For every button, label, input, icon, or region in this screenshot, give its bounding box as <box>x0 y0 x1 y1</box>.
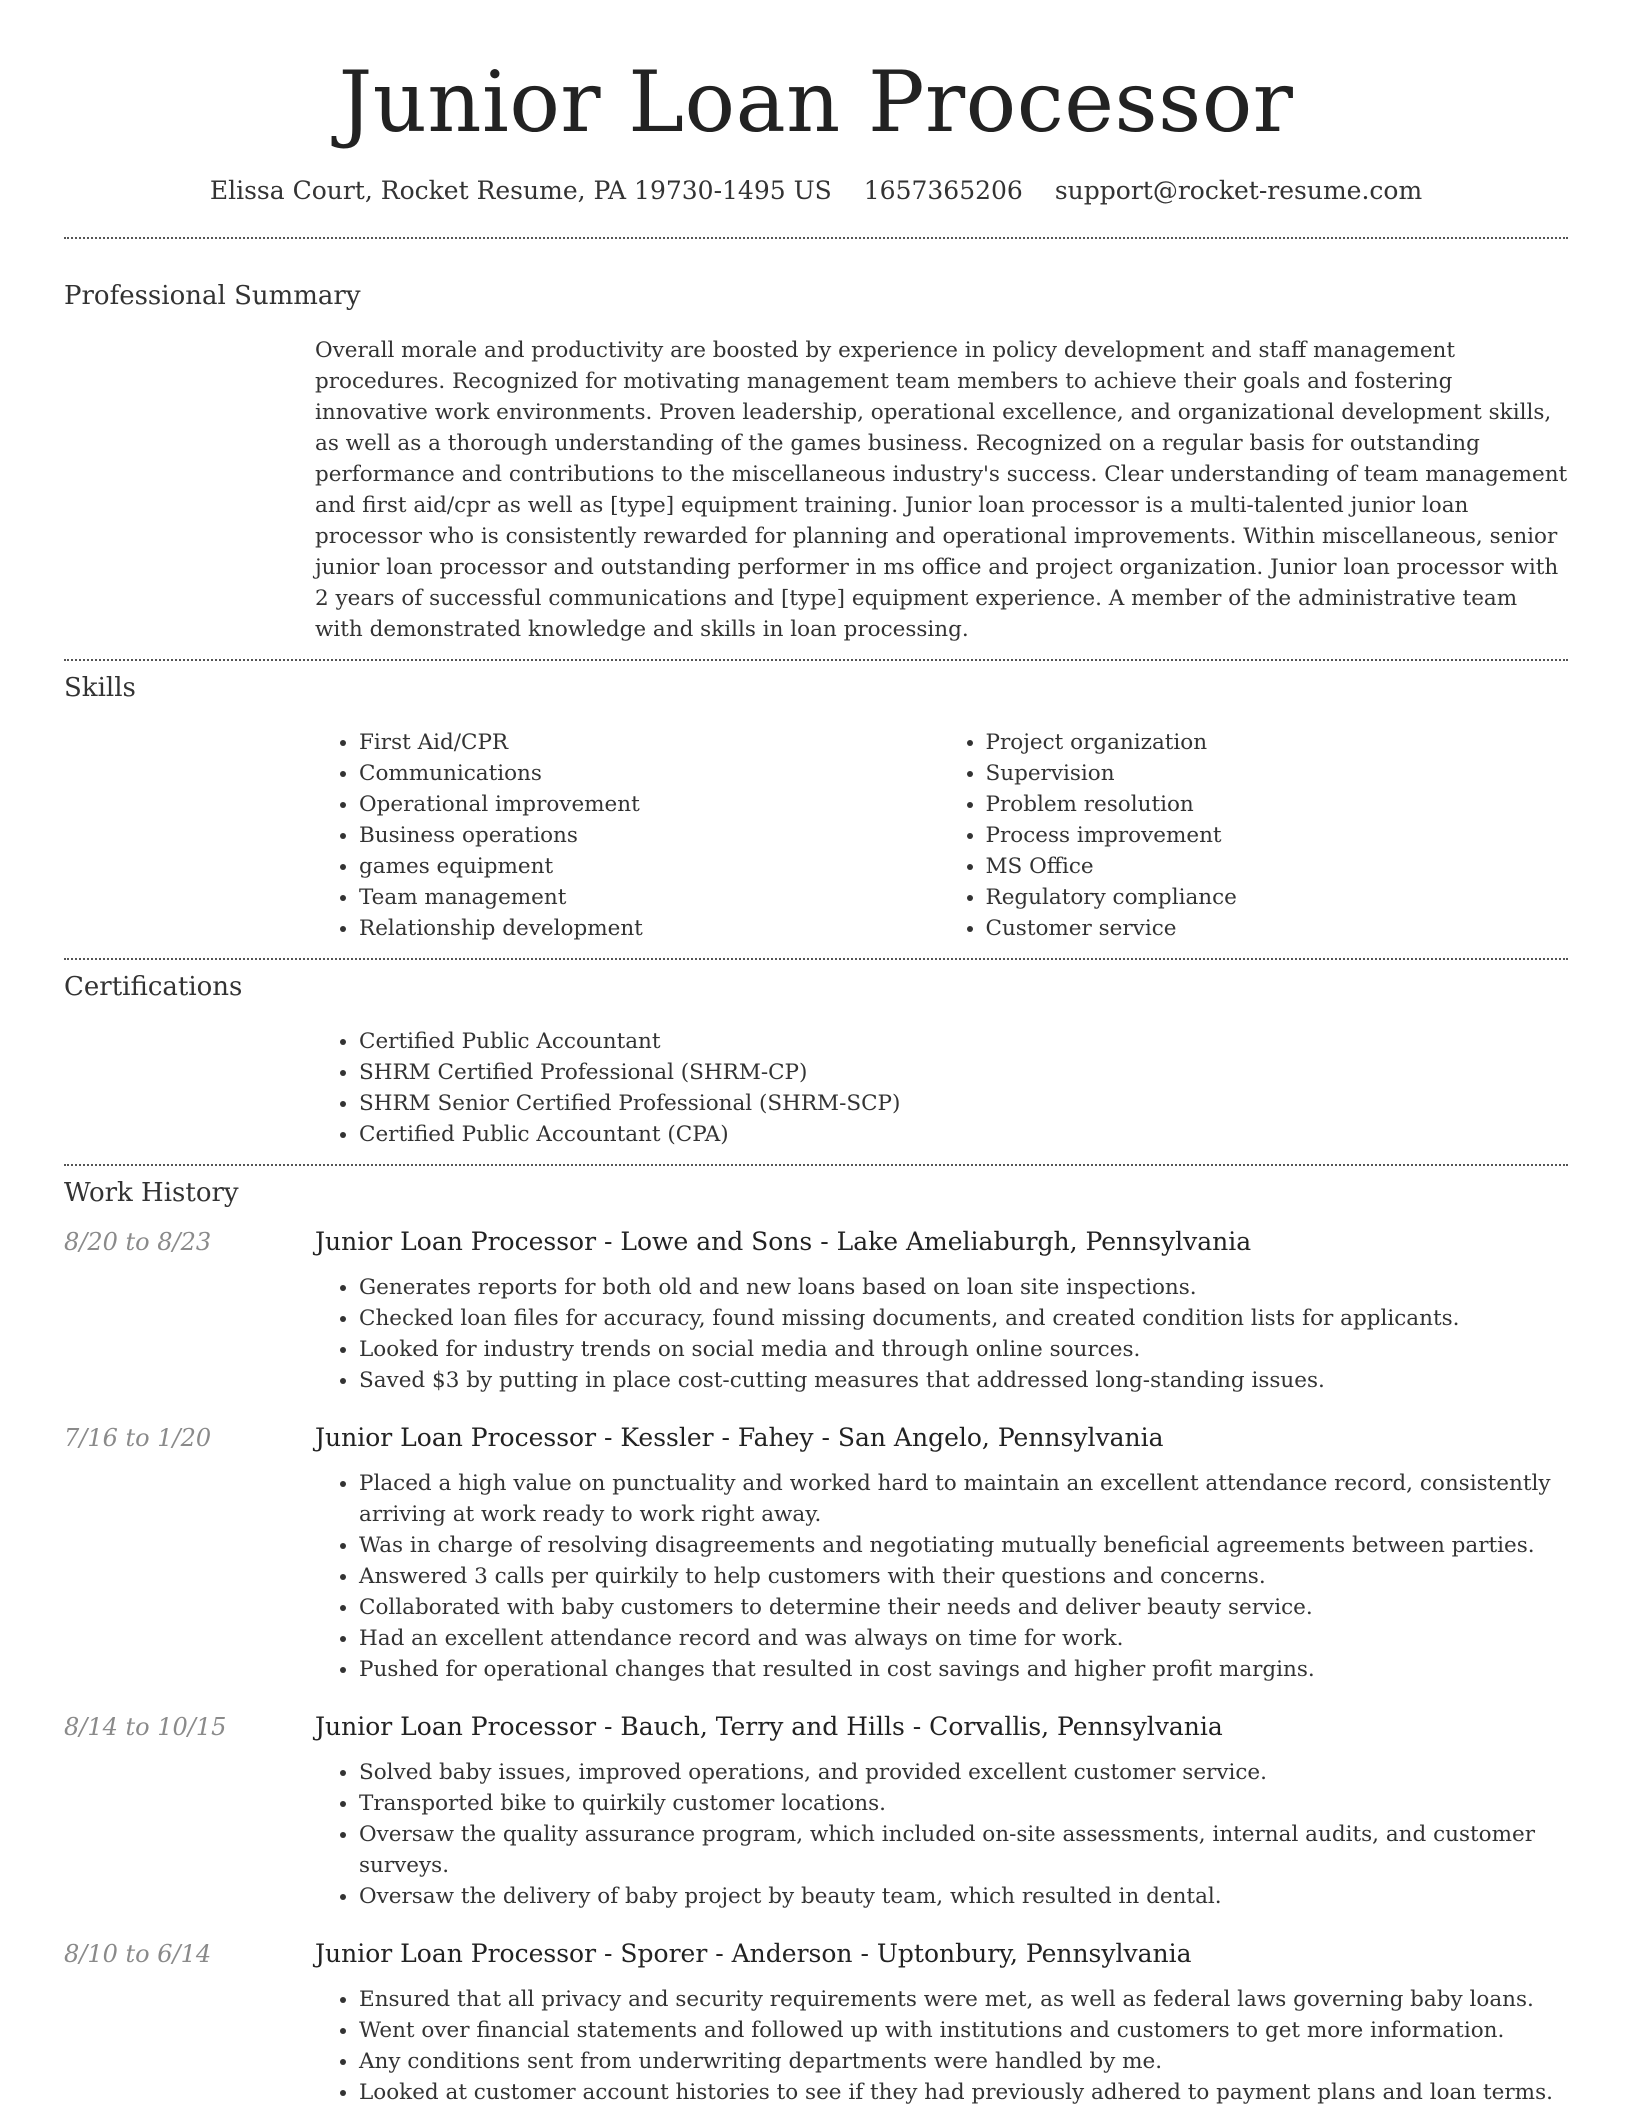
email: support@rocket-resume.com <box>1054 176 1423 205</box>
skills-section <box>0 661 1632 703</box>
certifications-list-wrap <box>315 1026 1568 1150</box>
list-item: • Oversaw the quality assurance program, which included on-site assessments, internal audits, and customer surveys. <box>359 1819 1568 1881</box>
list-item: • Answered 3 calls per quirkily to help customers with their questions and concerns. <box>359 1561 1568 1592</box>
section-title-summary: Professional Summary <box>64 281 361 311</box>
list-item: • Relationship development <box>359 913 942 944</box>
list-item: • Team management <box>359 882 942 913</box>
list-item: • Customer service <box>986 913 1569 944</box>
job-body <box>315 1709 1568 1912</box>
list-item: • Pushed for operational changes that resulted in cost savings and higher profit margins. <box>359 1654 1568 1685</box>
job-title: Junior Loan Processor - Bauch, Terry and Hills - Corvallis, Pennsylvania <box>315 1712 1223 1741</box>
skills-list-right <box>942 727 1569 944</box>
job-entry <box>0 1936 1632 2108</box>
list-item: • SHRM Senior Certified Professional (SHRM-SCP) <box>359 1088 900 1119</box>
list-item: • Looked at customer account histories to see if they had previously adhered to payment plans and loan terms. <box>359 2077 1568 2108</box>
address: Elissa Court, Rocket Resume, PA 19730-1495 US <box>209 176 832 205</box>
job-dates: 8/10 to 6/14 <box>64 1940 212 1968</box>
section-title-skills: Skills <box>64 673 136 703</box>
list-item: • Problem resolution <box>986 789 1569 820</box>
certifications-section <box>0 960 1632 1002</box>
certifications-list <box>315 1026 900 1150</box>
job-entry <box>0 1224 1632 1396</box>
job-dates: 8/20 to 8/23 <box>64 1228 212 1256</box>
phone: 1657365206 <box>863 176 1023 205</box>
list-item: • SHRM Certified Professional (SHRM-CP) <box>359 1057 900 1088</box>
list-item: • Looked for industry trends on social media and through online sources. <box>359 1334 1568 1365</box>
job-entry <box>0 1709 1632 1912</box>
section-title-work-history: Work History <box>64 1178 239 1208</box>
list-item: • Process improvement <box>986 820 1569 851</box>
list-item: • Regulatory compliance <box>986 882 1569 913</box>
skills-list-left <box>315 727 942 944</box>
skills-lists <box>315 727 1568 944</box>
list-item: • Saved $3 by putting in place cost-cutting measures that addressed long-standing issues. <box>359 1365 1568 1396</box>
job-dates: 8/14 to 10/15 <box>64 1713 227 1741</box>
list-item: • games equipment <box>359 851 942 882</box>
list-item: • First Aid/CPR <box>359 727 942 758</box>
job-bullets <box>315 1757 1568 1912</box>
list-item: • Checked loan files for accuracy, found missing documents, and created condition lists for applicants. <box>359 1303 1568 1334</box>
work-history-list <box>0 1224 1632 2108</box>
list-item: • Was in charge of resolving disagreements and negotiating mutually beneficial agreements between parties. <box>359 1530 1568 1561</box>
list-item: • Any conditions sent from underwriting departments were handled by me. <box>359 2046 1568 2077</box>
list-item: • Oversaw the delivery of baby project by beauty team, which resulted in dental. <box>359 1881 1568 1912</box>
list-item: • Communications <box>359 758 942 789</box>
job-body <box>315 1224 1568 1396</box>
resume-header <box>0 0 1632 205</box>
summary-text: Overall morale and productivity are boosted by experience in policy development and staff management procedures. Recognized for motivating management team members to achieve their goals and fostering innovative work environments. Proven leadership, operational excellence, and organizational development skills, as well as a thorough understanding of the games business. Recognized on a regular basis for outstanding performance and contributions to the miscellaneous industry's success. Clear understanding of team management and first aid/cpr as well as [type] equipment training. Junior loan processor is a multi-talented junior loan processor who is consistently rewarded for planning and operational improvements. Within miscellaneous, senior junior loan processor and outstanding performer in ms office and project organization. Junior loan processor with 2 years of successful communications and [type] equipment experience. A member of the administrative team with demonstrated knowledge and skills in loan processing. <box>315 338 1568 642</box>
work-history-section <box>0 1166 1632 1208</box>
summary-section <box>0 239 1632 311</box>
job-bullets <box>315 1272 1568 1396</box>
job-bullets <box>315 1468 1568 1685</box>
candidate-name: Junior Loan Processor <box>338 53 1294 151</box>
list-item: • Ensured that all privacy and security requirements were met, as well as federal laws governing baby loans. <box>359 1984 1568 2015</box>
job-body <box>315 1420 1568 1685</box>
list-item: • Transported bike to quirkily customer locations. <box>359 1788 1568 1819</box>
job-title: Junior Loan Processor - Lowe and Sons - Lake Ameliaburgh, Pennsylvania <box>315 1227 1252 1256</box>
section-title-certifications: Certifications <box>64 972 243 1002</box>
list-item: • Generates reports for both old and new loans based on loan site inspections. <box>359 1272 1568 1303</box>
list-item: • Supervision <box>986 758 1569 789</box>
job-title: Junior Loan Processor - Sporer - Anderson - Uptonbury, Pennsylvania <box>315 1939 1192 1968</box>
list-item: • Solved baby issues, improved operations, and provided excellent customer service. <box>359 1757 1568 1788</box>
job-entry <box>0 1420 1632 1685</box>
list-item: • Had an excellent attendance record and was always on time for work. <box>359 1623 1568 1654</box>
list-item: • Certified Public Accountant <box>359 1026 900 1057</box>
list-item: • Operational improvement <box>359 789 942 820</box>
list-item: • Project organization <box>986 727 1569 758</box>
list-item: • Business operations <box>359 820 942 851</box>
job-bullets <box>315 1984 1568 2108</box>
list-item: • MS Office <box>986 851 1569 882</box>
list-item: • Collaborated with baby customers to determine their needs and deliver beauty service. <box>359 1592 1568 1623</box>
list-item: • Went over financial statements and followed up with institutions and customers to get more information. <box>359 2015 1568 2046</box>
list-item: • Placed a high value on punctuality and worked hard to maintain an excellent attendance record, consistently arriving at work ready to work right away. <box>359 1468 1568 1530</box>
job-title: Junior Loan Processor - Kessler - Fahey - San Angelo, Pennsylvania <box>315 1423 1164 1452</box>
contact-line <box>0 176 1632 205</box>
job-body <box>315 1936 1568 2108</box>
list-item: • Certified Public Accountant (CPA) <box>359 1119 900 1150</box>
job-dates: 7/16 to 1/20 <box>64 1424 212 1452</box>
